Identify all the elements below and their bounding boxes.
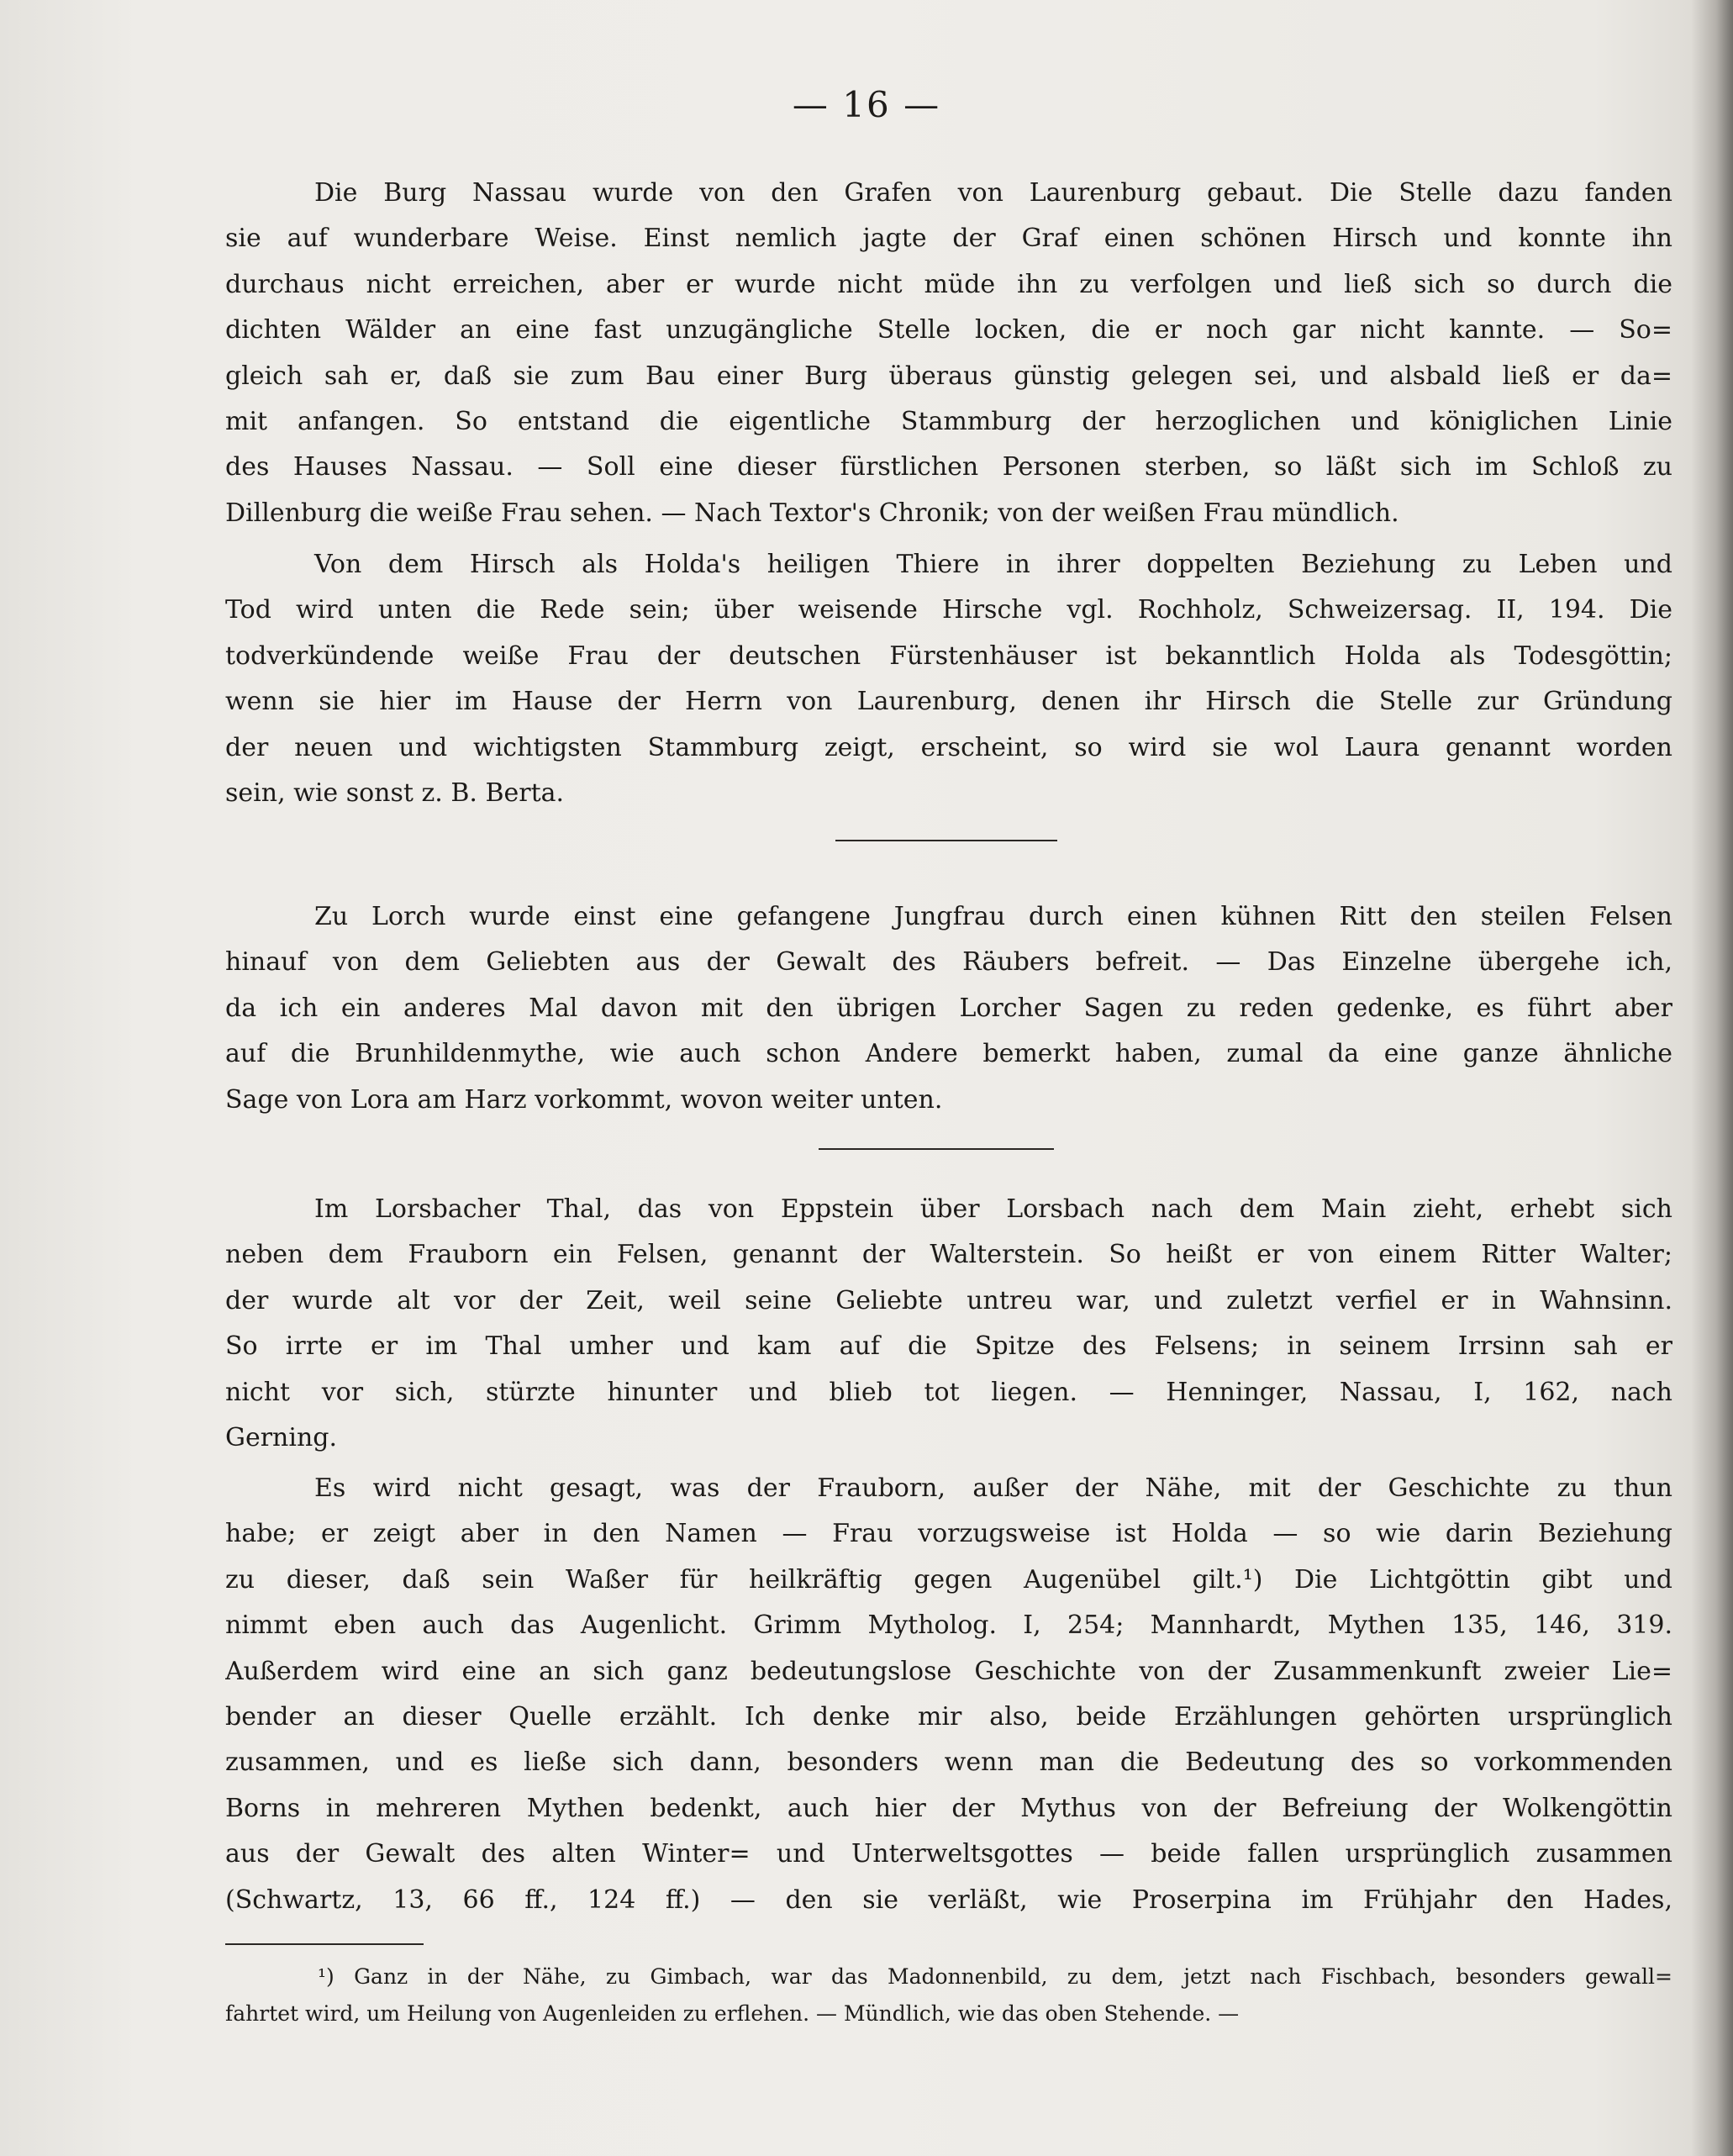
- text-line: Von dem Hirsch als Holda's heiligen Thiere in ihrer doppelten Beziehung zu Leben und: [314, 550, 1672, 579]
- section1-paragraph2: [225, 542, 1672, 816]
- footnote-line: fahrtet wird, um Heilung von Augenleiden zu erflehen. — Mündlich, wie das oben Stehende. —: [225, 2001, 1240, 2026]
- footnote: [225, 1958, 1672, 2032]
- text-line: der wurde alt vor der Zeit, weil seine Geliebte untreu war, und zuletzt verfiel er in Wahnsinn.: [225, 1285, 1672, 1315]
- text-line: Zu Lorch wurde einst eine gefangene Jungfrau durch einen kühnen Ritt den steilen Felsen: [314, 902, 1672, 931]
- text-line: gleich sah er, daß sie zum Bau einer Burg überaus günstig gelegen sei, und alsbald ließ er da=: [225, 361, 1672, 391]
- text-line: So irrte er im Thal umher und kam auf die Spitze des Felsens; in seinem Irrsinn sah er: [225, 1331, 1672, 1362]
- text-line: habe; er zeigt aber in den Namen — Frau vorzugsweise ist Holda — so wie darin Beziehung: [225, 1519, 1672, 1549]
- text-line: nicht vor sich, stürzte hinunter und blieb tot liegen. — Henninger, Nassau, I, 162, nach: [225, 1377, 1672, 1407]
- text-line: der neuen und wichtigsten Stammburg zeigt, erscheint, so wird sie wol Laura genannt worden: [225, 732, 1672, 762]
- text-line: nimmt eben auch das Augenlicht. Grimm Mytholog. I, 254; Mannhardt, Mythen 135, 146, 319.: [225, 1610, 1672, 1641]
- section-divider: [819, 1148, 1054, 1150]
- page-number: — 16 —: [792, 84, 941, 125]
- text-line: dichten Wälder an eine fast unzugängliche Stelle locken, die er noch gar nicht kannte. — So=: [225, 315, 1672, 345]
- text-line: todverkündende weiße Frau der deutschen Fürstenhäuser ist bekanntlich Holda als Todesgöttin;: [225, 640, 1672, 671]
- text-line: bender an dieser Quelle erzählt. Ich denke mir also, beide Erzählungen gehörten ursprünglich: [225, 1701, 1672, 1732]
- text-line: neben dem Frauborn ein Felsen, genannt der Walterstein. So heißt er von einem Ritter Walter;: [225, 1240, 1672, 1270]
- section1-paragraph1: [225, 171, 1672, 536]
- text-line: sein, wie sonst z. B. Berta.: [225, 778, 565, 808]
- text-line: da ich ein anderes Mal davon mit den übrigen Lorcher Sagen zu reden gedenke, es führt aber: [225, 993, 1672, 1023]
- text-line: Außerdem wird eine an sich ganz bedeutungslose Geschichte von der Zusammenkunft zweier Lie=: [225, 1656, 1672, 1686]
- footnote-divider: [225, 1943, 424, 1945]
- text-line: Gerning.: [225, 1422, 338, 1452]
- text-line: mit anfangen. So entstand die eigentliche Stammburg der herzoglichen und königlichen Linie: [225, 406, 1672, 436]
- text-line: Es wird nicht gesagt, was der Frauborn, außer der Nähe, mit der Geschichte zu thun: [314, 1473, 1672, 1503]
- page-gutter-shadow: [1691, 0, 1733, 2156]
- text-line: (Schwartz, 13, 66 ff., 124 ff.) — den sie verläßt, wie Proserpina im Frühjahr den Hades,: [225, 1885, 1672, 1915]
- text-line: hinauf von dem Geliebten aus der Gewalt des Räubers befreit. — Das Einzelne übergehe ich,: [225, 947, 1672, 978]
- footnote-line: ¹) Ganz in der Nähe, zu Gimbach, war das Madonnenbild, zu dem, jetzt nach Fischbach, besonders gewall=: [318, 1964, 1672, 1989]
- text-line: Sage von Lora am Harz vorkommt, wovon weiter unten.: [225, 1084, 943, 1115]
- section3-paragraph2: [225, 1466, 1672, 1923]
- text-line: durchaus nicht erreichen, aber er wurde nicht müde ihn zu verfolgen und ließ sich so durch die: [225, 269, 1672, 299]
- section3-paragraph1: [225, 1187, 1672, 1461]
- text-line: Dillenburg die weiße Frau sehen. — Nach Textor's Chronik; von der weißen Frau mündlich.: [225, 498, 1399, 528]
- text-line: zusammen, und es ließe sich dann, besonders wenn man die Bedeutung des so vorkommenden: [225, 1747, 1672, 1778]
- text-line: zu dieser, daß sein Waßer für heilkräftig gegen Augenübel gilt.¹) Die Lichtgöttin gibt und: [225, 1564, 1672, 1595]
- section-divider: [835, 840, 1057, 841]
- section2-paragraph: [225, 894, 1672, 1123]
- text-line: Im Lorsbacher Thal, das von Eppstein über Lorsbach nach dem Main zieht, erhebt sich: [314, 1194, 1672, 1224]
- text-line: Borns in mehreren Mythen bedenkt, auch hier der Mythus von der Befreiung der Wolkengöttin: [225, 1793, 1672, 1823]
- text-line: Die Burg Nassau wurde von den Grafen von Laurenburg gebaut. Die Stelle dazu fanden: [314, 178, 1672, 208]
- text-line: des Hauses Nassau. — Soll eine dieser fürstlichen Personen sterben, so läßt sich im Schloß zu: [225, 452, 1672, 482]
- text-line: wenn sie hier im Hause der Herrn von Laurenburg, denen ihr Hirsch die Stelle zur Gründung: [225, 687, 1672, 717]
- text-line: sie auf wunderbare Weise. Einst nemlich jagte der Graf einen schönen Hirsch und konnte ihn: [225, 224, 1672, 254]
- text-line: aus der Gewalt des alten Winter= und Unterweltsgottes — beide fallen ursprünglich zusammen: [225, 1839, 1672, 1869]
- text-line: Tod wird unten die Rede sein; über weisende Hirsche vgl. Rochholz, Schweizersag. II, 194. Die: [225, 595, 1672, 625]
- text-line: auf die Brunhildenmythe, wie auch schon Andere bemerkt haben, zumal da eine ganze ähnliche: [225, 1039, 1672, 1069]
